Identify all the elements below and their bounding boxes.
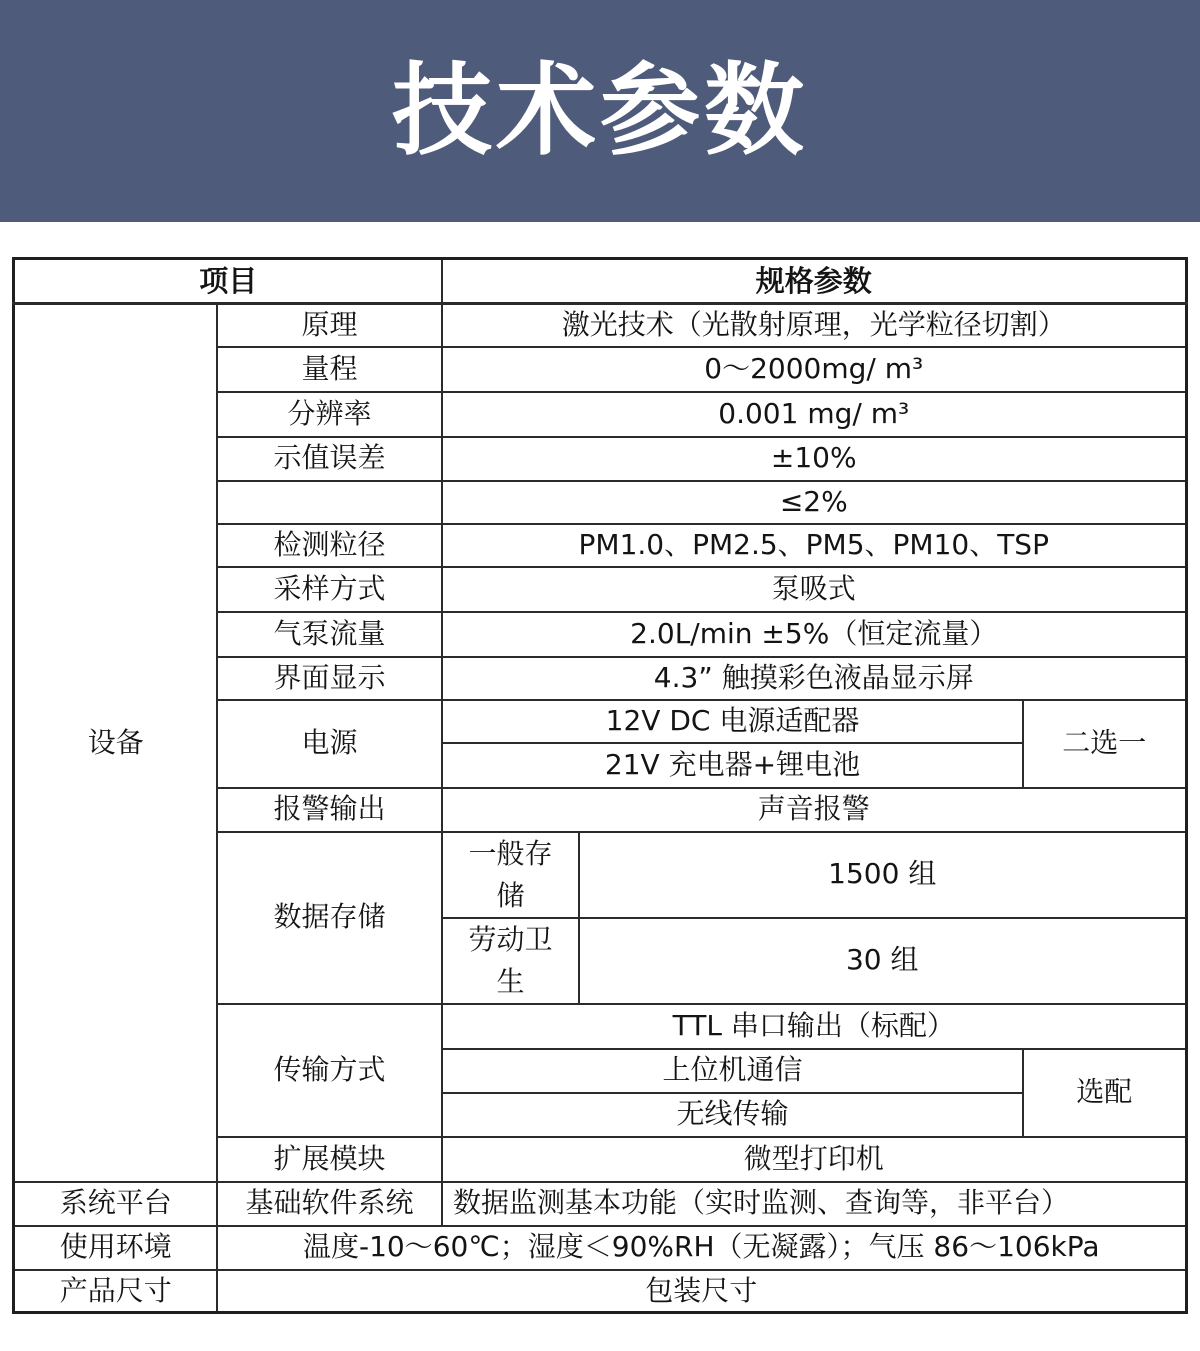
power-note: 二选一 [1023, 700, 1186, 788]
display-label: 界面显示 [217, 657, 442, 700]
storage-general-label: 一般存储 [442, 832, 579, 918]
row-dimensions [14, 1270, 1186, 1313]
repeatability-label [217, 481, 442, 524]
resolution-label: 分辨率 [217, 392, 442, 437]
indication-error-value: ±10% [442, 437, 1186, 481]
row-principle [14, 304, 1186, 347]
header-spec: 规格参数 [442, 259, 1186, 304]
storage-label: 数据存储 [217, 832, 442, 1004]
display-value: 4.3” 触摸彩色液晶显示屏 [442, 657, 1186, 700]
transmission-note: 选配 [1023, 1049, 1186, 1137]
title-banner [0, 0, 1200, 222]
group-dimensions: 产品尺寸 [14, 1270, 217, 1313]
particle-sizes-value: PM1.0、PM2.5、PM5、PM10、TSP [442, 524, 1186, 567]
row-system [14, 1182, 1186, 1226]
sampling-method-value: 泵吸式 [442, 567, 1186, 612]
expansion-value: 微型打印机 [442, 1137, 1186, 1182]
page-title: 技术参数 [392, 52, 808, 169]
range-value: 0～2000mg/ m³ [442, 347, 1186, 392]
storage-general-value: 1500 组 [579, 832, 1186, 918]
system-value: 数据监测基本功能（实时监测、查询等，非平台） [442, 1182, 1186, 1226]
row-environment [14, 1226, 1186, 1270]
transmission-option2: 无线传输 [442, 1093, 1023, 1137]
power-option1: 12V DC 电源适配器 [442, 700, 1023, 743]
pump-flow-label: 气泵流量 [217, 612, 442, 657]
indication-error-label: 示值误差 [217, 437, 442, 481]
alarm-label: 报警输出 [217, 788, 442, 832]
particle-sizes-label: 检测粒径 [217, 524, 442, 567]
repeatability-value: ≤2% [442, 481, 1186, 524]
power-option2: 21V 充电器+锂电池 [442, 743, 1023, 788]
transmission-label: 传输方式 [217, 1004, 442, 1137]
environment-value: 温度-10～60℃；湿度＜90%RH（无凝露）；气压 86～106kPa [217, 1226, 1186, 1270]
storage-hygiene-value: 30 组 [579, 918, 1186, 1004]
resolution-value: 0.001 mg/ m³ [442, 392, 1186, 437]
group-system: 系统平台 [14, 1182, 217, 1226]
transmission-standard: TTL 串口输出（标配） [442, 1004, 1186, 1049]
sampling-method-label: 采样方式 [217, 567, 442, 612]
group-device: 设备 [14, 304, 217, 1182]
pump-flow-value: 2.0L/min ±5%（恒定流量） [442, 612, 1186, 657]
principle-value: 激光技术（光散射原理，光学粒径切割） [442, 304, 1186, 347]
range-label: 量程 [217, 347, 442, 392]
system-label: 基础软件系统 [217, 1182, 442, 1226]
principle-label: 原理 [217, 304, 442, 347]
transmission-option1: 上位机通信 [442, 1049, 1023, 1093]
header-row [14, 259, 1186, 304]
spec-table [12, 257, 1187, 1314]
group-environment: 使用环境 [14, 1226, 217, 1270]
storage-hygiene-label: 劳动卫生 [442, 918, 579, 1004]
expansion-label: 扩展模块 [217, 1137, 442, 1182]
alarm-value: 声音报警 [442, 788, 1186, 832]
dimensions-value: 包装尺寸 [217, 1270, 1186, 1313]
power-label: 电源 [217, 700, 442, 788]
header-item: 项目 [14, 259, 442, 304]
